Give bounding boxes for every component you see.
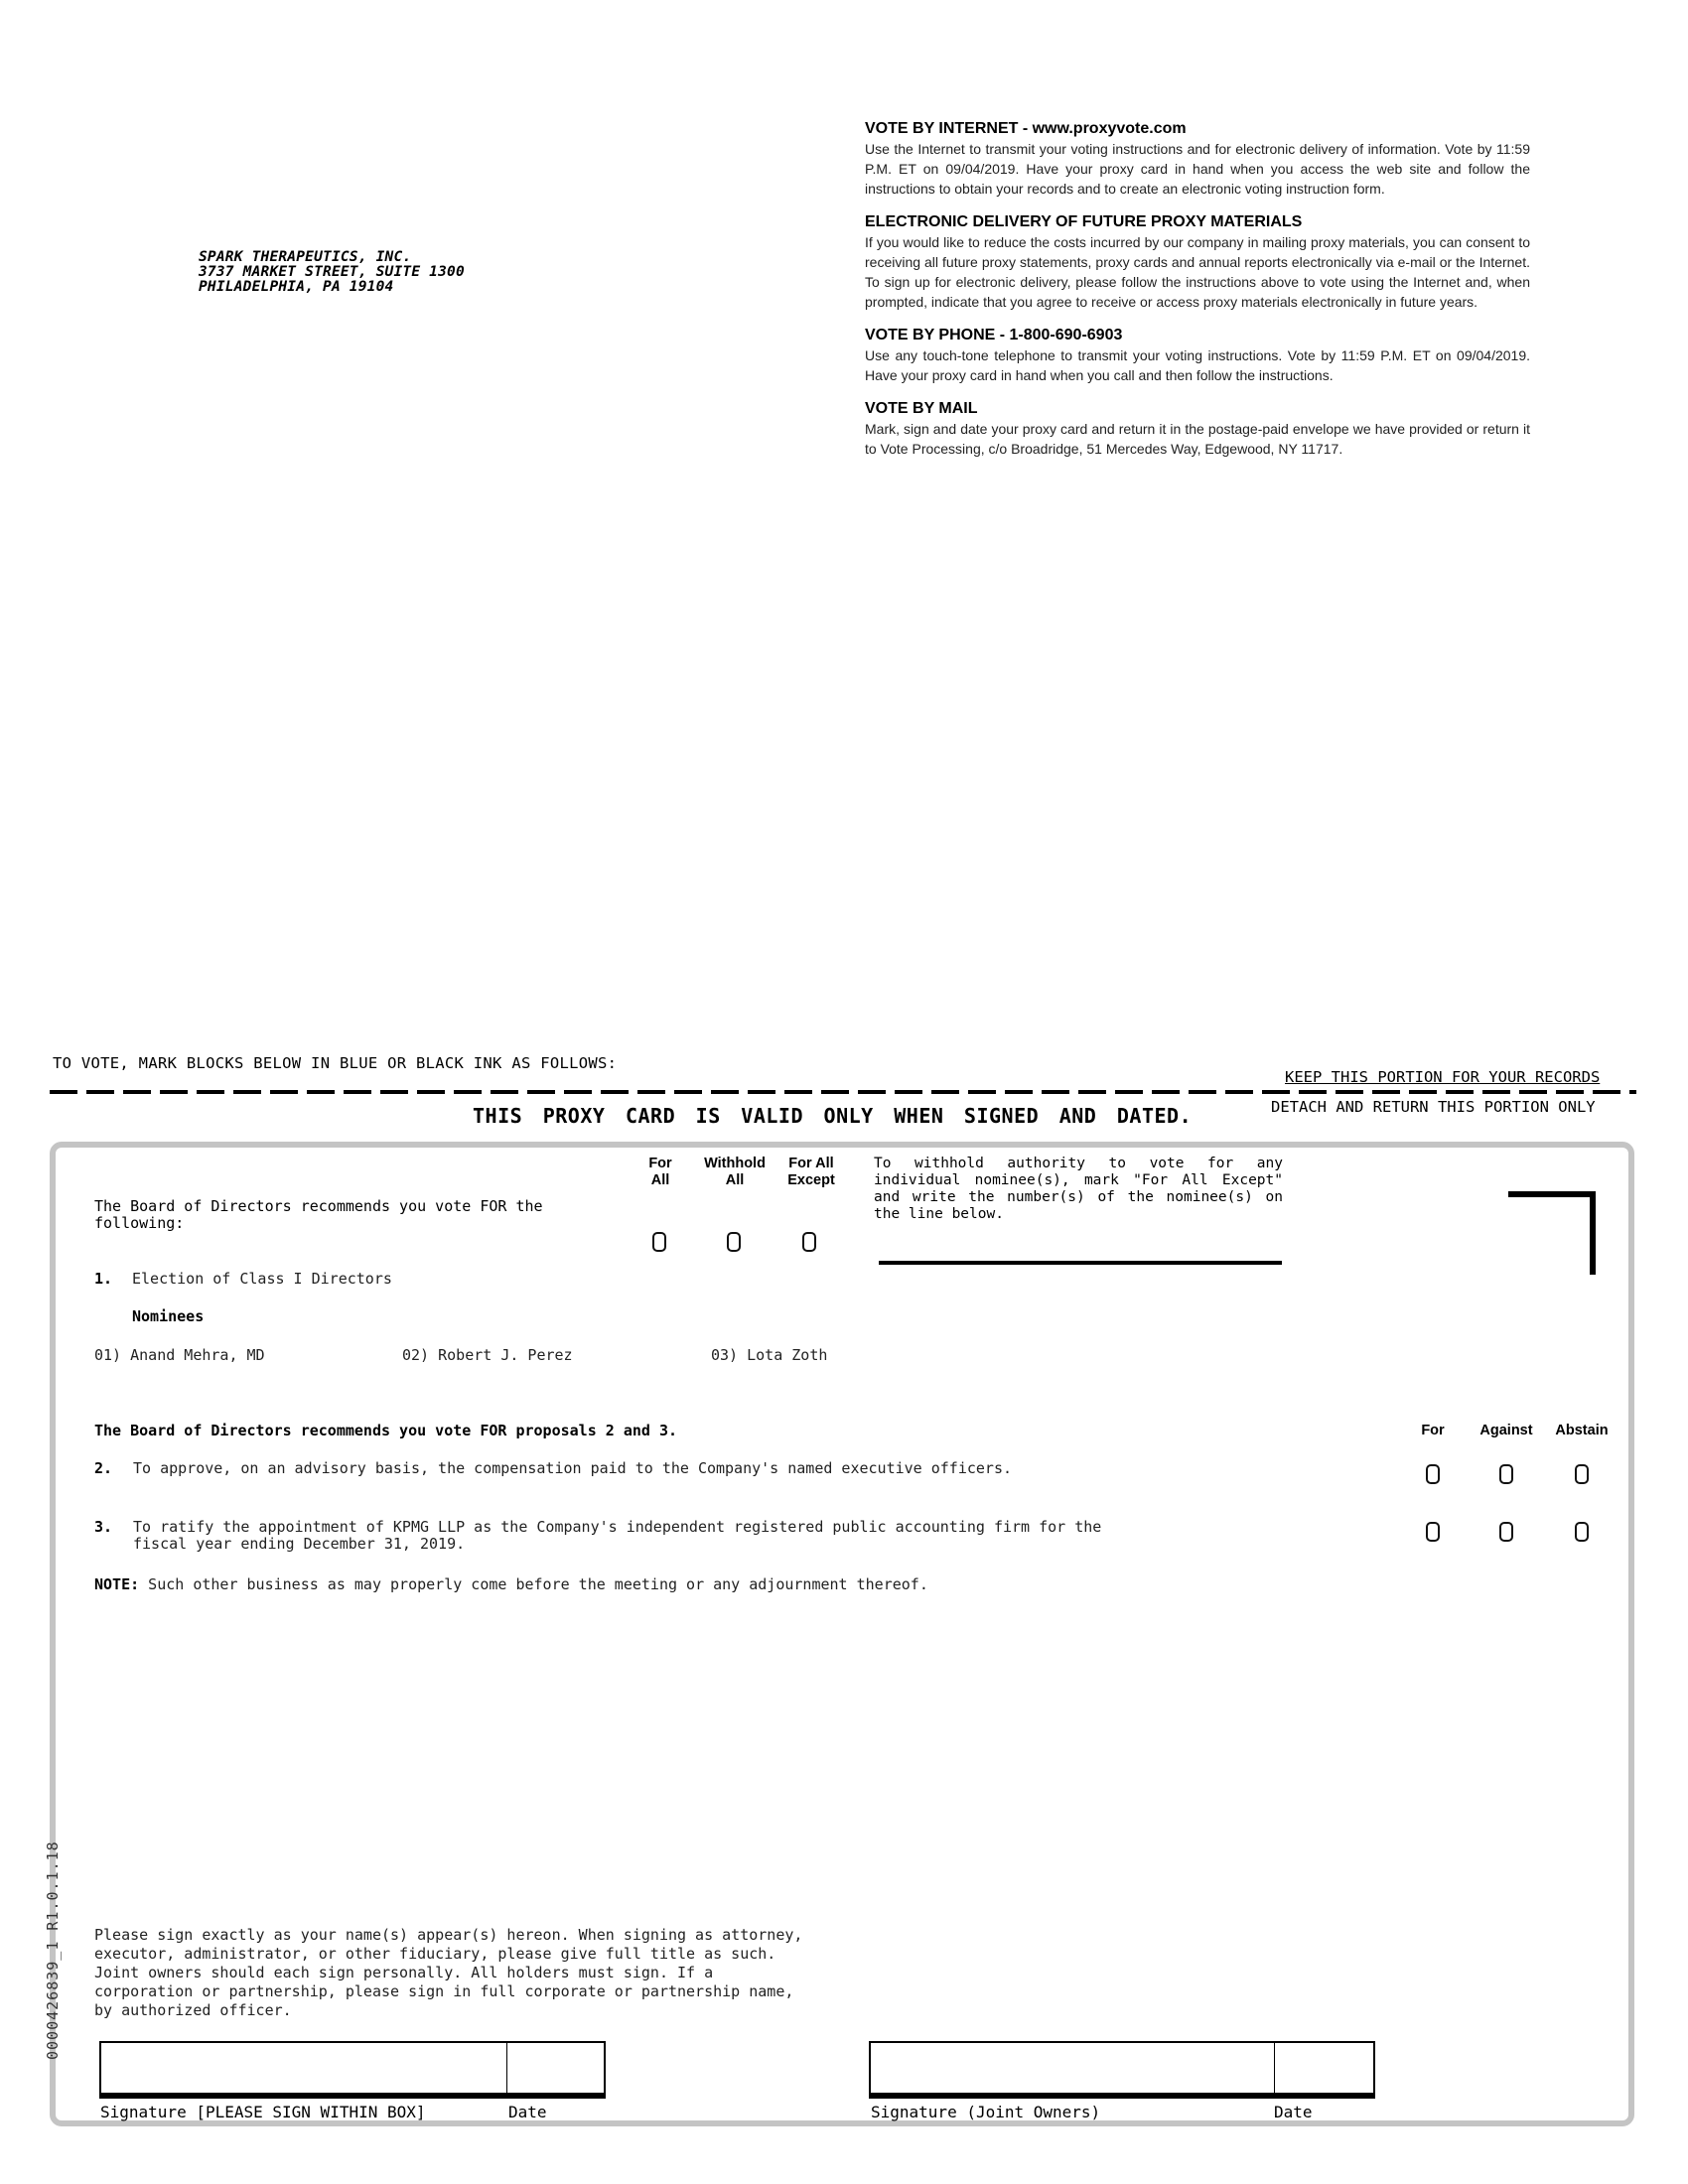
signature-label-primary: Signature [PLEASE SIGN WITHIN BOX] xyxy=(100,2103,426,2121)
company-name: SPARK THERAPEUTICS, INC. xyxy=(199,249,412,265)
section-title: ELECTRONIC DELIVERY OF FUTURE PROXY MATERIALS xyxy=(865,213,1303,230)
vote-by-mail-section xyxy=(865,399,1530,459)
note-text: Such other business as may properly come before the meeting or any adjournment thereof. xyxy=(139,1575,928,1593)
vote-checkbox-for-all[interactable] xyxy=(652,1232,666,1252)
nominee-exception-line[interactable] xyxy=(879,1261,1282,1265)
return-address xyxy=(199,250,465,295)
header-line: All xyxy=(650,1172,670,1188)
proposal-3-text-line1: To ratify the appointment of KPMG LLP as the Company's independent registered public accounting firm for the xyxy=(133,1518,1102,1536)
section-body: Use the Internet to transmit your voting instructions and for electronic delivery of information. Vote by 11:59 P.M. ET on 09/04/2019. Have your proxy card in hand when you access the web site and follow the instructions to obtain your records and to create an electronic voting instruction form. xyxy=(865,141,1530,197)
keep-portion-label: KEEP THIS PORTION FOR YOUR RECORDS xyxy=(1285,1068,1601,1086)
signature-label-joint-owners: Signature (Joint Owners) xyxy=(871,2103,1101,2121)
signature-box-joint-owners[interactable] xyxy=(869,2041,1375,2099)
header-line: Withhold xyxy=(704,1156,766,1171)
proposal-2-number: 2. xyxy=(94,1459,113,1477)
column-header-for-all-except xyxy=(776,1156,846,1189)
column-header-for: For xyxy=(1421,1423,1445,1438)
directors-recommendation: The Board of Directors recommends you vote FOR the following: xyxy=(94,1197,543,1232)
note-label: NOTE: xyxy=(94,1575,140,1593)
proposal-3-number: 3. xyxy=(94,1518,113,1536)
proposal-3-against-checkbox[interactable] xyxy=(1499,1522,1513,1542)
header-line: Except xyxy=(787,1172,835,1188)
section-title: VOTE BY MAIL xyxy=(865,400,978,417)
signature-box-primary[interactable] xyxy=(99,2041,606,2099)
header-line: For xyxy=(648,1156,672,1171)
section-title: VOTE BY PHONE - 1-800-690-6903 xyxy=(865,327,1123,343)
vote-by-internet-section xyxy=(865,119,1530,199)
proposal-3-abstain-checkbox[interactable] xyxy=(1575,1522,1589,1542)
note xyxy=(94,1576,928,1593)
vote-checkbox-withhold-all[interactable] xyxy=(727,1232,741,1252)
nominee-02: 02) Robert J. Perez xyxy=(402,1346,573,1364)
signing-instructions: Please sign exactly as your name(s) appear(s) hereon. When signing as attorney, executor, administrator, or other fiduciary, please give full title as such. Joint owners should each sign personally. All holders must sign. If a corporation or partnership, please sign in full corporate or partnership name, by authorized officer. xyxy=(94,1926,803,2019)
header-line: For All xyxy=(788,1156,834,1171)
proposal-2-against-checkbox[interactable] xyxy=(1499,1464,1513,1484)
date-divider xyxy=(1274,2043,1275,2093)
vote-checkbox-for-all-except[interactable] xyxy=(802,1232,816,1252)
proposal-2-text: To approve, on an advisory basis, the compensation paid to the Company's named executive officers. xyxy=(133,1459,1013,1477)
withhold-instructions: To withhold authority to vote for any individual nominee(s), mark "For All Except" and write the number(s) of the nominee(s) on the line below. xyxy=(874,1156,1283,1222)
column-header-against: Against xyxy=(1479,1423,1533,1438)
vote-by-phone-section xyxy=(865,326,1530,385)
marking-instructions: TO VOTE, MARK BLOCKS BELOW IN BLUE OR BLACK INK AS FOLLOWS: xyxy=(53,1054,618,1072)
registration-corner-mark xyxy=(1508,1191,1596,1275)
section-body: Use any touch-tone telephone to transmit your voting instructions. Vote by 11:59 P.M. ET on 09/04/2019. Have your proxy card in hand when you call and then follow the instructions. xyxy=(865,347,1530,383)
city-state-zip: PHILADELPHIA, PA 19104 xyxy=(199,279,394,295)
voting-instructions xyxy=(865,119,1530,473)
detach-return-label: DETACH AND RETURN THIS PORTION ONLY xyxy=(1271,1098,1596,1116)
form-code: 0000426839_1 R1.0.1.18 xyxy=(44,1841,62,2060)
proposal-2-abstain-checkbox[interactable] xyxy=(1575,1464,1589,1484)
nominee-03: 03) Lota Zoth xyxy=(711,1346,828,1364)
item-number: 1. xyxy=(94,1270,113,1288)
column-header-abstain: Abstain xyxy=(1555,1423,1609,1438)
date-label-joint-owners: Date xyxy=(1274,2103,1313,2121)
perforation-line xyxy=(50,1090,1636,1094)
column-header-for-all xyxy=(633,1156,687,1189)
date-divider xyxy=(506,2043,507,2093)
section-body: Mark, sign and date your proxy card and return it in the postage-paid envelope we have provided or return it to Vote Processing, c/o Broadridge, 51 Mercedes Way, Edgewood, NY 11717. xyxy=(865,421,1530,457)
street-address: 3737 MARKET STREET, SUITE 1300 xyxy=(199,264,465,280)
item-text: Election of Class I Directors xyxy=(132,1270,392,1288)
section-body: If you would like to reduce the costs incurred by our company in mailing proxy materials, you can consent to receiving all future proxy statements, proxy cards and annual reports electronically via e-mail or the Internet. To sign up for electronic delivery, please follow the instructions above to vote using the Internet and, when prompted, indicate that you agree to receive or access proxy materials electronically in future years. xyxy=(865,234,1530,310)
proposals-recommendation: The Board of Directors recommends you vote FOR proposals 2 and 3. xyxy=(94,1422,677,1439)
proposal-3-text-line2: fiscal year ending December 31, 2019. xyxy=(133,1535,466,1553)
proposal-3-for-checkbox[interactable] xyxy=(1426,1522,1440,1542)
validity-notice: THIS PROXY CARD IS VALID ONLY WHEN SIGNED AND DATED. xyxy=(473,1104,1193,1128)
column-header-withhold-all xyxy=(697,1156,773,1189)
section-title: VOTE BY INTERNET - www.proxyvote.com xyxy=(865,120,1187,137)
electronic-delivery-section xyxy=(865,212,1530,312)
nominees-label: Nominees xyxy=(132,1307,205,1325)
header-line: All xyxy=(725,1172,745,1188)
nominee-01: 01) Anand Mehra, MD xyxy=(94,1346,265,1364)
date-label-primary: Date xyxy=(508,2103,547,2121)
proposal-2-for-checkbox[interactable] xyxy=(1426,1464,1440,1484)
